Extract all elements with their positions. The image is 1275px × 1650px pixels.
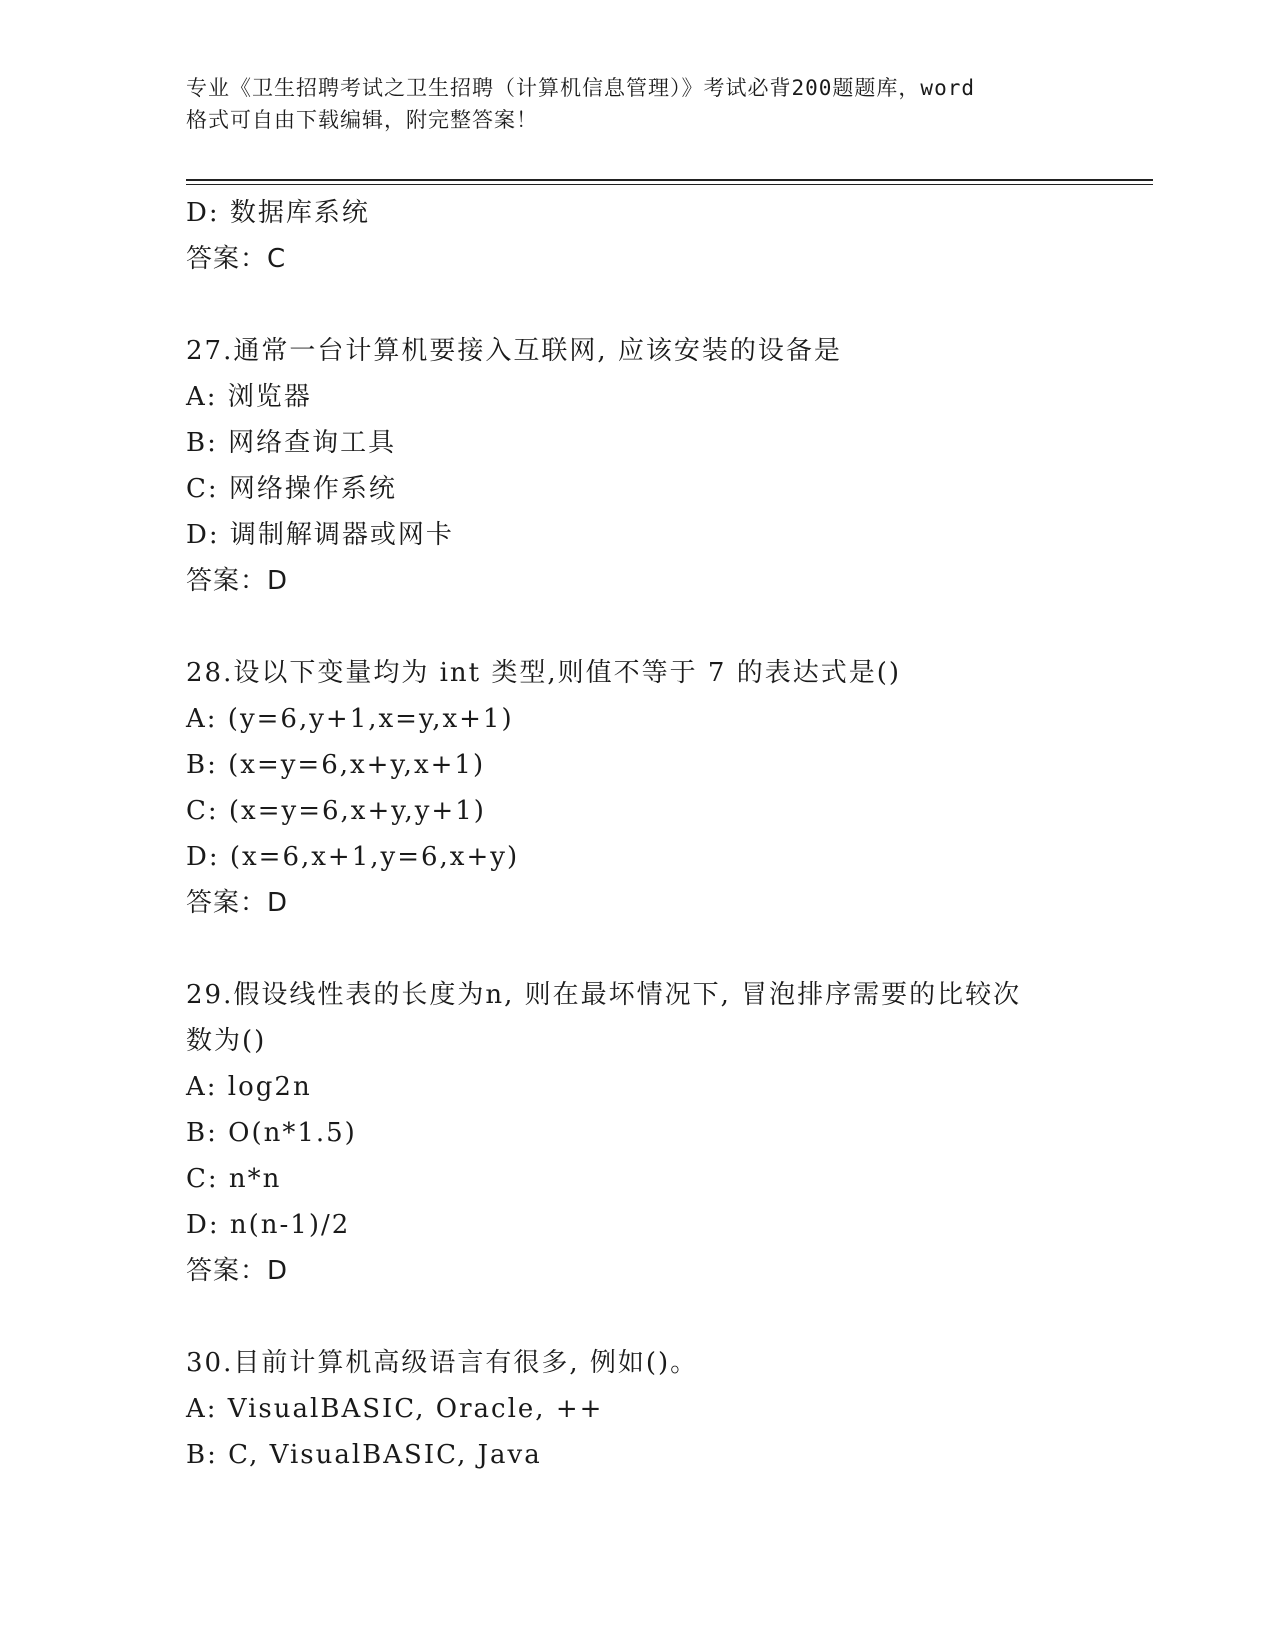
answer-line: 答案：D [186, 888, 289, 918]
header-divider-thick [186, 179, 1153, 181]
option-b: B: C, VisualBASIC, Java [186, 1440, 542, 1470]
spacer [186, 926, 1146, 972]
option-a: A: log2n [186, 1072, 312, 1102]
option-b: B: (x=y=6,x+y,x+1) [186, 750, 486, 780]
answer-line: 答案：D [186, 566, 289, 596]
question-list [186, 190, 1146, 1478]
question-stem-continued: 数为() [186, 1026, 267, 1056]
question-stem: 29.假设线性表的长度为n, 则在最坏情况下, 冒泡排序需要的比较次 [186, 980, 1022, 1010]
question-stem: 28.设以下变量均为 int 类型,则值不等于 7 的表达式是() [186, 658, 902, 688]
spacer [186, 1294, 1146, 1340]
option-c: C: n*n [186, 1164, 282, 1194]
question-block [186, 650, 1146, 926]
option-b: B: O(n*1.5) [186, 1118, 357, 1148]
header-divider-thin [186, 184, 1153, 185]
header-title-line-1: 专业《卫生招聘考试之卫生招聘（计算机信息管理）》考试必背200题题库，word [186, 76, 975, 100]
answer-line: 答案：D [186, 1256, 289, 1286]
spacer [186, 282, 1146, 328]
question-block [186, 1340, 1146, 1478]
option-a: A: (y=6,y+1,x=y,x+1) [186, 704, 514, 734]
question-block [186, 972, 1146, 1294]
answer-line: 答案：C [186, 244, 287, 274]
option-c: C: 网络操作系统 [186, 474, 397, 504]
option-d: D: (x=6,x+1,y=6,x+y) [186, 842, 520, 872]
question-block [186, 328, 1146, 604]
option-b: B: 网络查询工具 [186, 428, 397, 458]
question-stem: 30.目前计算机高级语言有很多, 例如()。 [186, 1348, 699, 1378]
option-c: C: (x=y=6,x+y,y+1) [186, 796, 486, 826]
option-d: D: n(n-1)/2 [186, 1210, 351, 1240]
option-d: D: 数据库系统 [186, 198, 370, 228]
option-a: A: VisualBASIC, Oracle, ++ [186, 1394, 604, 1424]
question-stem: 27.通常一台计算机要接入互联网, 应该安装的设备是 [186, 336, 842, 366]
option-a: A: 浏览器 [186, 382, 312, 412]
header-title-line-2: 格式可自由下载编辑，附完整答案！ [186, 108, 538, 132]
option-d: D: 调制解调器或网卡 [186, 520, 454, 550]
spacer [186, 604, 1146, 650]
document-header [186, 72, 1086, 136]
